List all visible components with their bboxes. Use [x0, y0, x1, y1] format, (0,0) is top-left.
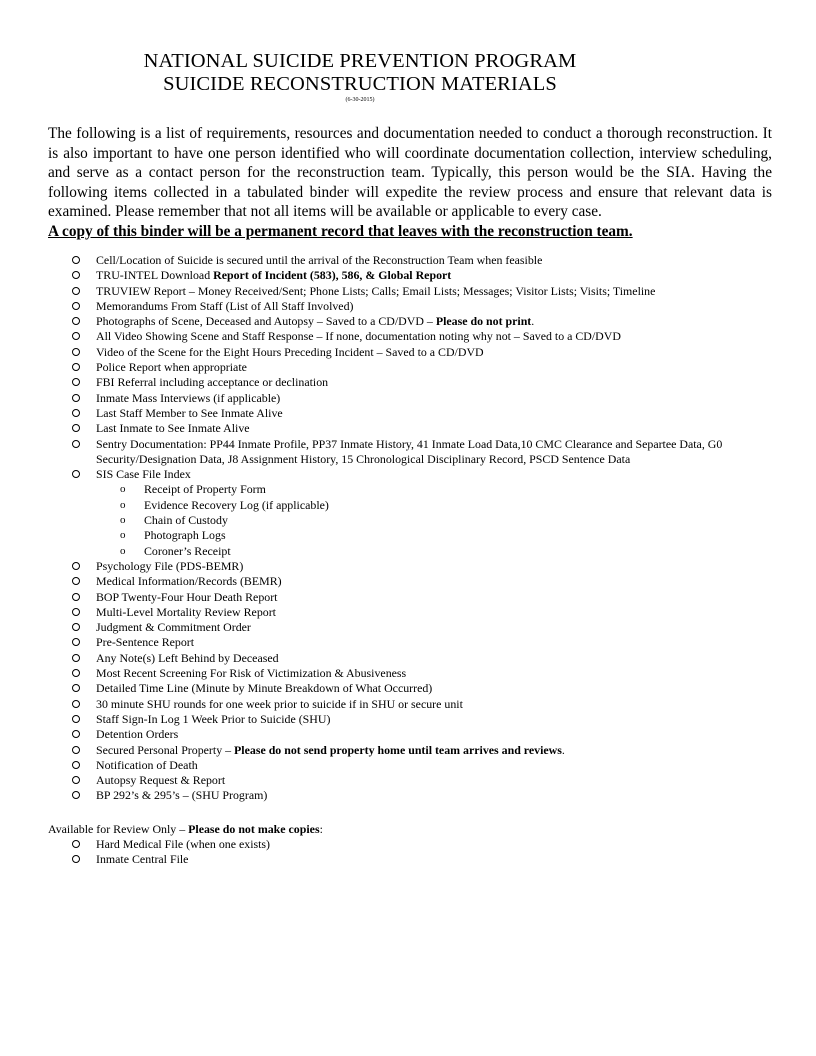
- review-only-list: [68, 837, 768, 868]
- review-warning: Please do not make copies: [188, 822, 320, 836]
- list-item: [68, 666, 768, 681]
- circle-bullet-icon: [72, 424, 80, 432]
- review-only-heading: [48, 822, 748, 837]
- circle-bullet-icon: [72, 577, 80, 585]
- sub-list-item: [68, 498, 768, 513]
- intro-paragraph: The following is a list of requirements, resources and documentation needed to conduct a thorough reconstruction. It is also important to have one person identified who will coordinate documentation collection, interview scheduling, and serve as a contact person for the reconstruction team. Typically, this person would be the SIA. Having the following items collected in a tabulated binder will expedite the review process and ensure that relevant data is examined. Please remember that not all items will be available or applicable to every case.: [48, 125, 772, 220]
- list-item-bold-text: Report of Incident (583), 586, & Global Report: [213, 268, 452, 283]
- list-item-text: Memorandums From Staff (List of All Staff Involved): [96, 298, 354, 313]
- sub-list-item: [68, 513, 768, 528]
- requirements-list: [68, 253, 768, 804]
- circle-bullet-icon: [72, 317, 80, 325]
- list-item-text: Any Note(s) Left Behind by Deceased: [96, 650, 279, 665]
- sub-bullet-icon: o: [120, 529, 126, 542]
- list-item-text: All Video Showing Scene and Staff Response – If none, documentation noting why not – Saved to a CD/DVD: [96, 329, 621, 344]
- circle-bullet-icon: [72, 287, 80, 295]
- circle-bullet-icon: [72, 562, 80, 570]
- list-item-bold-text: Please do not print: [435, 314, 532, 329]
- circle-bullet-icon: [72, 840, 80, 848]
- title-line-2: SUICIDE RECONSTRUCTION MATERIALS: [163, 73, 557, 95]
- sub-list-item: [68, 544, 768, 559]
- list-item: [68, 467, 768, 482]
- circle-bullet-icon: [72, 855, 80, 863]
- sub-list-item-text: Coroner’s Receipt: [144, 543, 231, 558]
- title-line-1: NATIONAL SUICIDE PREVENTION PROGRAM: [143, 50, 577, 72]
- list-item: [68, 559, 768, 574]
- list-item: [68, 681, 768, 696]
- list-item-punct: .: [531, 314, 535, 329]
- list-item: [68, 314, 768, 329]
- list-item-text: Multi-Level Mortality Review Report: [96, 604, 276, 619]
- list-item: [68, 635, 768, 650]
- circle-bullet-icon: [72, 332, 80, 340]
- circle-bullet-icon: [72, 791, 80, 799]
- circle-bullet-icon: [72, 669, 80, 677]
- list-item: [68, 758, 768, 773]
- list-item-text: Judgment & Commitment Order: [96, 620, 251, 635]
- list-item-text: BOP Twenty-Four Hour Death Report: [96, 589, 278, 604]
- list-item: [68, 437, 768, 468]
- list-item: [68, 788, 768, 803]
- list-item-text: Pre-Sentence Report: [96, 635, 195, 650]
- review-list-item: [68, 837, 768, 852]
- review-list-item: [68, 852, 768, 867]
- list-item-text: Staff Sign-In Log 1 Week Prior to Suicide (SHU): [96, 711, 331, 726]
- list-item: [68, 406, 768, 421]
- list-item: [68, 360, 768, 375]
- list-item: [68, 284, 768, 299]
- list-item-text: Photographs of Scene, Deceased and Autopsy – Saved to a CD/DVD –: [96, 314, 436, 329]
- circle-bullet-icon: [72, 256, 80, 264]
- list-item: [68, 391, 768, 406]
- list-item: [68, 268, 768, 283]
- sub-list-item-text: Receipt of Property Form: [144, 482, 266, 497]
- circle-bullet-icon: [72, 302, 80, 310]
- review-list-item-text: Hard Medical File (when one exists): [96, 837, 271, 851]
- sub-list-item-text: Chain of Custody: [144, 513, 228, 528]
- list-item: [68, 697, 768, 712]
- review-lead: Available for Review Only –: [48, 822, 189, 836]
- list-item-text: Inmate Mass Interviews (if applicable): [96, 390, 281, 405]
- circle-bullet-icon: [72, 271, 80, 279]
- list-item: [68, 375, 768, 390]
- list-item-text: Secured Personal Property –: [96, 742, 235, 757]
- circle-bullet-icon: [72, 761, 80, 769]
- list-item-text: Autopsy Request & Report: [96, 773, 226, 788]
- list-item-text: 30 minute SHU rounds for one week prior to suicide if in SHU or secure unit: [96, 696, 463, 711]
- circle-bullet-icon: [72, 470, 80, 478]
- list-item: [68, 620, 768, 635]
- list-item-text: Psychology File (PDS-BEMR): [96, 558, 244, 573]
- list-item-bold-text: Please do not send property home until team arrives and reviews: [234, 742, 562, 757]
- sub-list-item-text: Evidence Recovery Log (if applicable): [144, 497, 329, 512]
- list-item: [68, 590, 768, 605]
- list-item: [68, 743, 768, 758]
- list-item-text: Cell/Location of Suicide is secured until the arrival of the Reconstruction Team when feasible: [96, 253, 543, 267]
- list-item: [68, 329, 768, 344]
- list-item-text: Police Report when appropriate: [96, 360, 247, 375]
- list-item-text: Video of the Scene for the Eight Hours Preceding Incident – Saved to a CD/DVD: [96, 344, 484, 359]
- circle-bullet-icon: [72, 593, 80, 601]
- circle-bullet-icon: [72, 378, 80, 386]
- list-item: [68, 345, 768, 360]
- list-item-text: Medical Information/Records (BEMR): [96, 574, 282, 589]
- sub-bullet-icon: o: [120, 544, 126, 557]
- intro-section: [48, 124, 772, 241]
- circle-bullet-icon: [72, 638, 80, 646]
- revision-date: (6-30-2015): [345, 97, 375, 103]
- list-item: [68, 651, 768, 666]
- sub-list-item-text: Photograph Logs: [144, 528, 226, 543]
- circle-bullet-icon: [72, 654, 80, 662]
- list-item: [68, 727, 768, 742]
- circle-bullet-icon: [72, 730, 80, 738]
- list-item-punct: .: [561, 742, 565, 757]
- list-item-text: Detention Orders: [96, 727, 179, 742]
- list-item-text: BP 292’s & 295’s – (SHU Program): [96, 788, 268, 803]
- list-item: [68, 253, 768, 268]
- list-item-text: Detailed Time Line (Minute by Minute Breakdown of What Occurred): [96, 681, 433, 696]
- review-list-item-text: Inmate Central File: [96, 852, 189, 867]
- list-item-text: TRUVIEW Report – Money Received/Sent; Phone Lists; Calls; Email Lists; Messages; Visitor Lists; Visits; Timeline: [96, 283, 656, 298]
- list-item: [68, 421, 768, 436]
- list-item: [68, 773, 768, 788]
- list-item-text: FBI Referral including acceptance or declination: [96, 375, 329, 390]
- list-item-text: Most Recent Screening For Risk of Victimization & Abusiveness: [96, 666, 407, 681]
- list-item: [68, 605, 768, 620]
- list-item-text: SIS Case File Index: [96, 467, 191, 482]
- circle-bullet-icon: [72, 394, 80, 402]
- list-item-text: Notification of Death: [96, 757, 198, 772]
- circle-bullet-icon: [72, 623, 80, 631]
- circle-bullet-icon: [72, 363, 80, 371]
- sub-list-item: [68, 528, 768, 543]
- sub-bullet-icon: o: [120, 498, 126, 511]
- circle-bullet-icon: [72, 700, 80, 708]
- list-item-text: Sentry Documentation: PP44 Inmate Profile, PP37 Inmate History, 41 Inmate Load Data,10 CMC Clearance and Separtee Data, G0 Security/Designation Data, J8 Assignment History, 15 Chronological Disciplinary Record, PSCD Sentence Data: [96, 436, 723, 466]
- circle-bullet-icon: [72, 746, 80, 754]
- review-colon: :: [319, 822, 323, 836]
- list-item-text: TRU-INTEL Download: [96, 268, 214, 283]
- circle-bullet-icon: [72, 776, 80, 784]
- list-item-text: Last Staff Member to See Inmate Alive: [96, 405, 283, 420]
- circle-bullet-icon: [72, 440, 80, 448]
- circle-bullet-icon: [72, 608, 80, 616]
- circle-bullet-icon: [72, 684, 80, 692]
- list-item: [68, 574, 768, 589]
- sub-list-item: [68, 482, 768, 497]
- circle-bullet-icon: [72, 409, 80, 417]
- sub-bullet-icon: o: [120, 514, 126, 527]
- list-item: [68, 712, 768, 727]
- list-item-text: Last Inmate to See Inmate Alive: [96, 421, 250, 436]
- circle-bullet-icon: [72, 348, 80, 356]
- circle-bullet-icon: [72, 715, 80, 723]
- intro-emphasis: A copy of this binder will be a permanent record that leaves with the reconstruction team.: [48, 222, 633, 240]
- sub-bullet-icon: o: [120, 483, 126, 496]
- document-title: [0, 50, 720, 96]
- list-item: [68, 299, 768, 314]
